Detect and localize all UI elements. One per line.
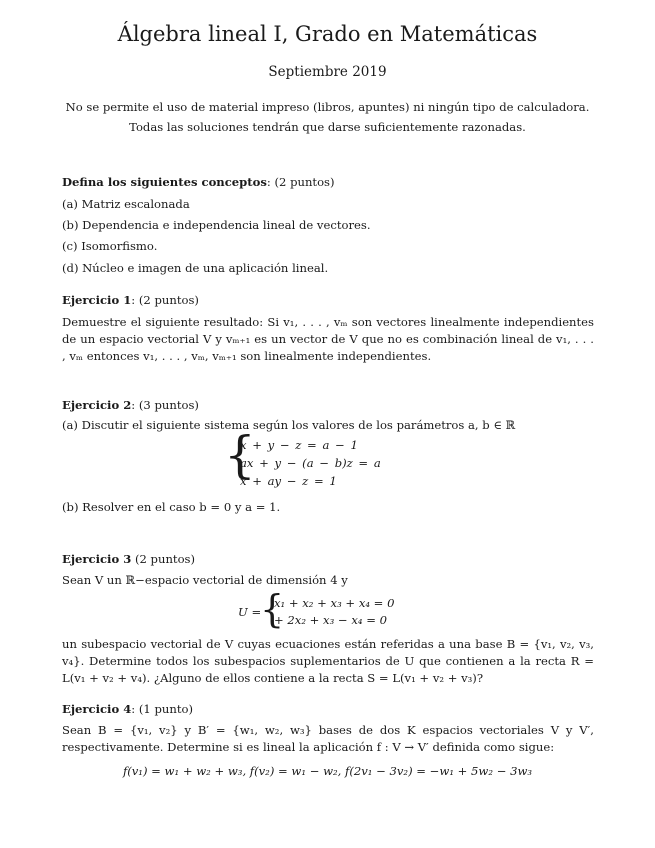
ejercicio-4-text: Sean B = {v₁, v₂} y B′ = {w₁, w₂, w₃} bases de dos K espacios vectoriales V y V′, respectivamente. Determine si es lineal la aplicación f : V → V′ definida como sigue: [62,723,594,754]
ejercicio-2-points: : (3 puntos) [131,398,199,412]
system-row-2: ax + y − (a − b)z = a [240,456,381,470]
ejercicio-2-part-a: (a) Discutir el siguiente sistema según los valores de los parámetros a, b ∈ ℝ [62,418,516,432]
exam-title: Álgebra lineal I, Grado en Matemáticas [117,22,538,46]
subspace-eq-1: x₁ + x₂ + x₃ + x₄ = 0 [274,596,395,610]
conceptos-heading-bold: Defina los siguientes conceptos [62,175,267,189]
concepto-item-c: (c) Isomorfismo. [62,239,158,253]
ejercicio-1-heading [62,293,199,307]
concepto-item-d: (d) Núcleo e imagen de una aplicación lineal. [62,261,329,275]
exam-date: Septiembre 2019 [268,64,387,80]
system-row-3: x + ay − z = 1 [240,474,337,488]
ejercicio-3-intro: Sean V un ℝ−espacio vectorial de dimensión 4 y [62,573,348,587]
ejercicio-3-title: Ejercicio 3 [62,552,132,566]
ejercicio-2-heading [62,398,199,412]
ejercicio-4-title: Ejercicio 4 [62,702,132,716]
system-row-1: x + y − z = a − 1 [240,438,358,452]
ejercicio-3-heading [62,552,195,566]
ejercicio-4-points: : (1 punto) [131,702,193,716]
concepto-item-b: (b) Dependencia e independencia lineal de vectores. [62,218,371,232]
ejercicio-1-title: Ejercicio 1 [62,293,132,307]
ejercicio-4-heading [62,702,193,716]
ejercicio-2-title: Ejercicio 2 [62,398,132,412]
subspace-label: U = [238,605,262,619]
ejercicio-1-text: Demuestre el siguiente resultado: Si v₁, . . . , vₘ son vectores linealmente independientes de un espacio vectorial V y vₘ₊₁ es un vector de V que no es combinación lineal de v₁, . . . , vₘ entonces v₁, . . . , vₘ, vₘ₊₁ son linealmente independientes. [62,315,594,363]
subspace-definition [238,587,438,634]
ejercicio-3-text: un subespacio vectorial de V cuyas ecuaciones están referidas a una base B = {v₁, v₂, v₃, v₄}. Determine todos los subespacios suplementarios de U que contienen a la recta R = L(v₁ + v₂ + v₄). ¿Alguno de ellos contiene a la recta S = L(v₁ + v₂ + v₃)? [62,637,594,685]
concepto-item-a: (a) Matriz escalonada [62,197,190,211]
instructions-line-2: Todas las soluciones tendrán que darse suficientemente razonadas. [129,120,526,134]
subspace-brace: { [260,587,285,631]
ejercicio-2-part-b: (b) Resolver en el caso b = 0 y a = 1. [62,500,281,514]
system-brace: { [224,426,256,484]
conceptos-points: : (2 puntos) [266,175,335,189]
subspace-eq-2: + 2x₂ + x₃ − x₄ = 0 [274,613,387,627]
conceptos-heading [62,175,335,189]
ejercicio-4-formula: f(v₁) = w₁ + w₂ + w₃, f(v₂) = w₁ − w₂, f(2v₁ − 3v₂) = −w₁ + 5w₂ − 3w₃ [122,764,533,778]
ejercicio-3-points: (2 puntos) [131,552,196,566]
linear-system [224,426,444,494]
instructions-line-1: No se permite el uso de material impreso (libros, apuntes) ni ningún tipo de calculadora. [65,100,590,114]
ejercicio-1-points: : (2 puntos) [131,293,199,307]
